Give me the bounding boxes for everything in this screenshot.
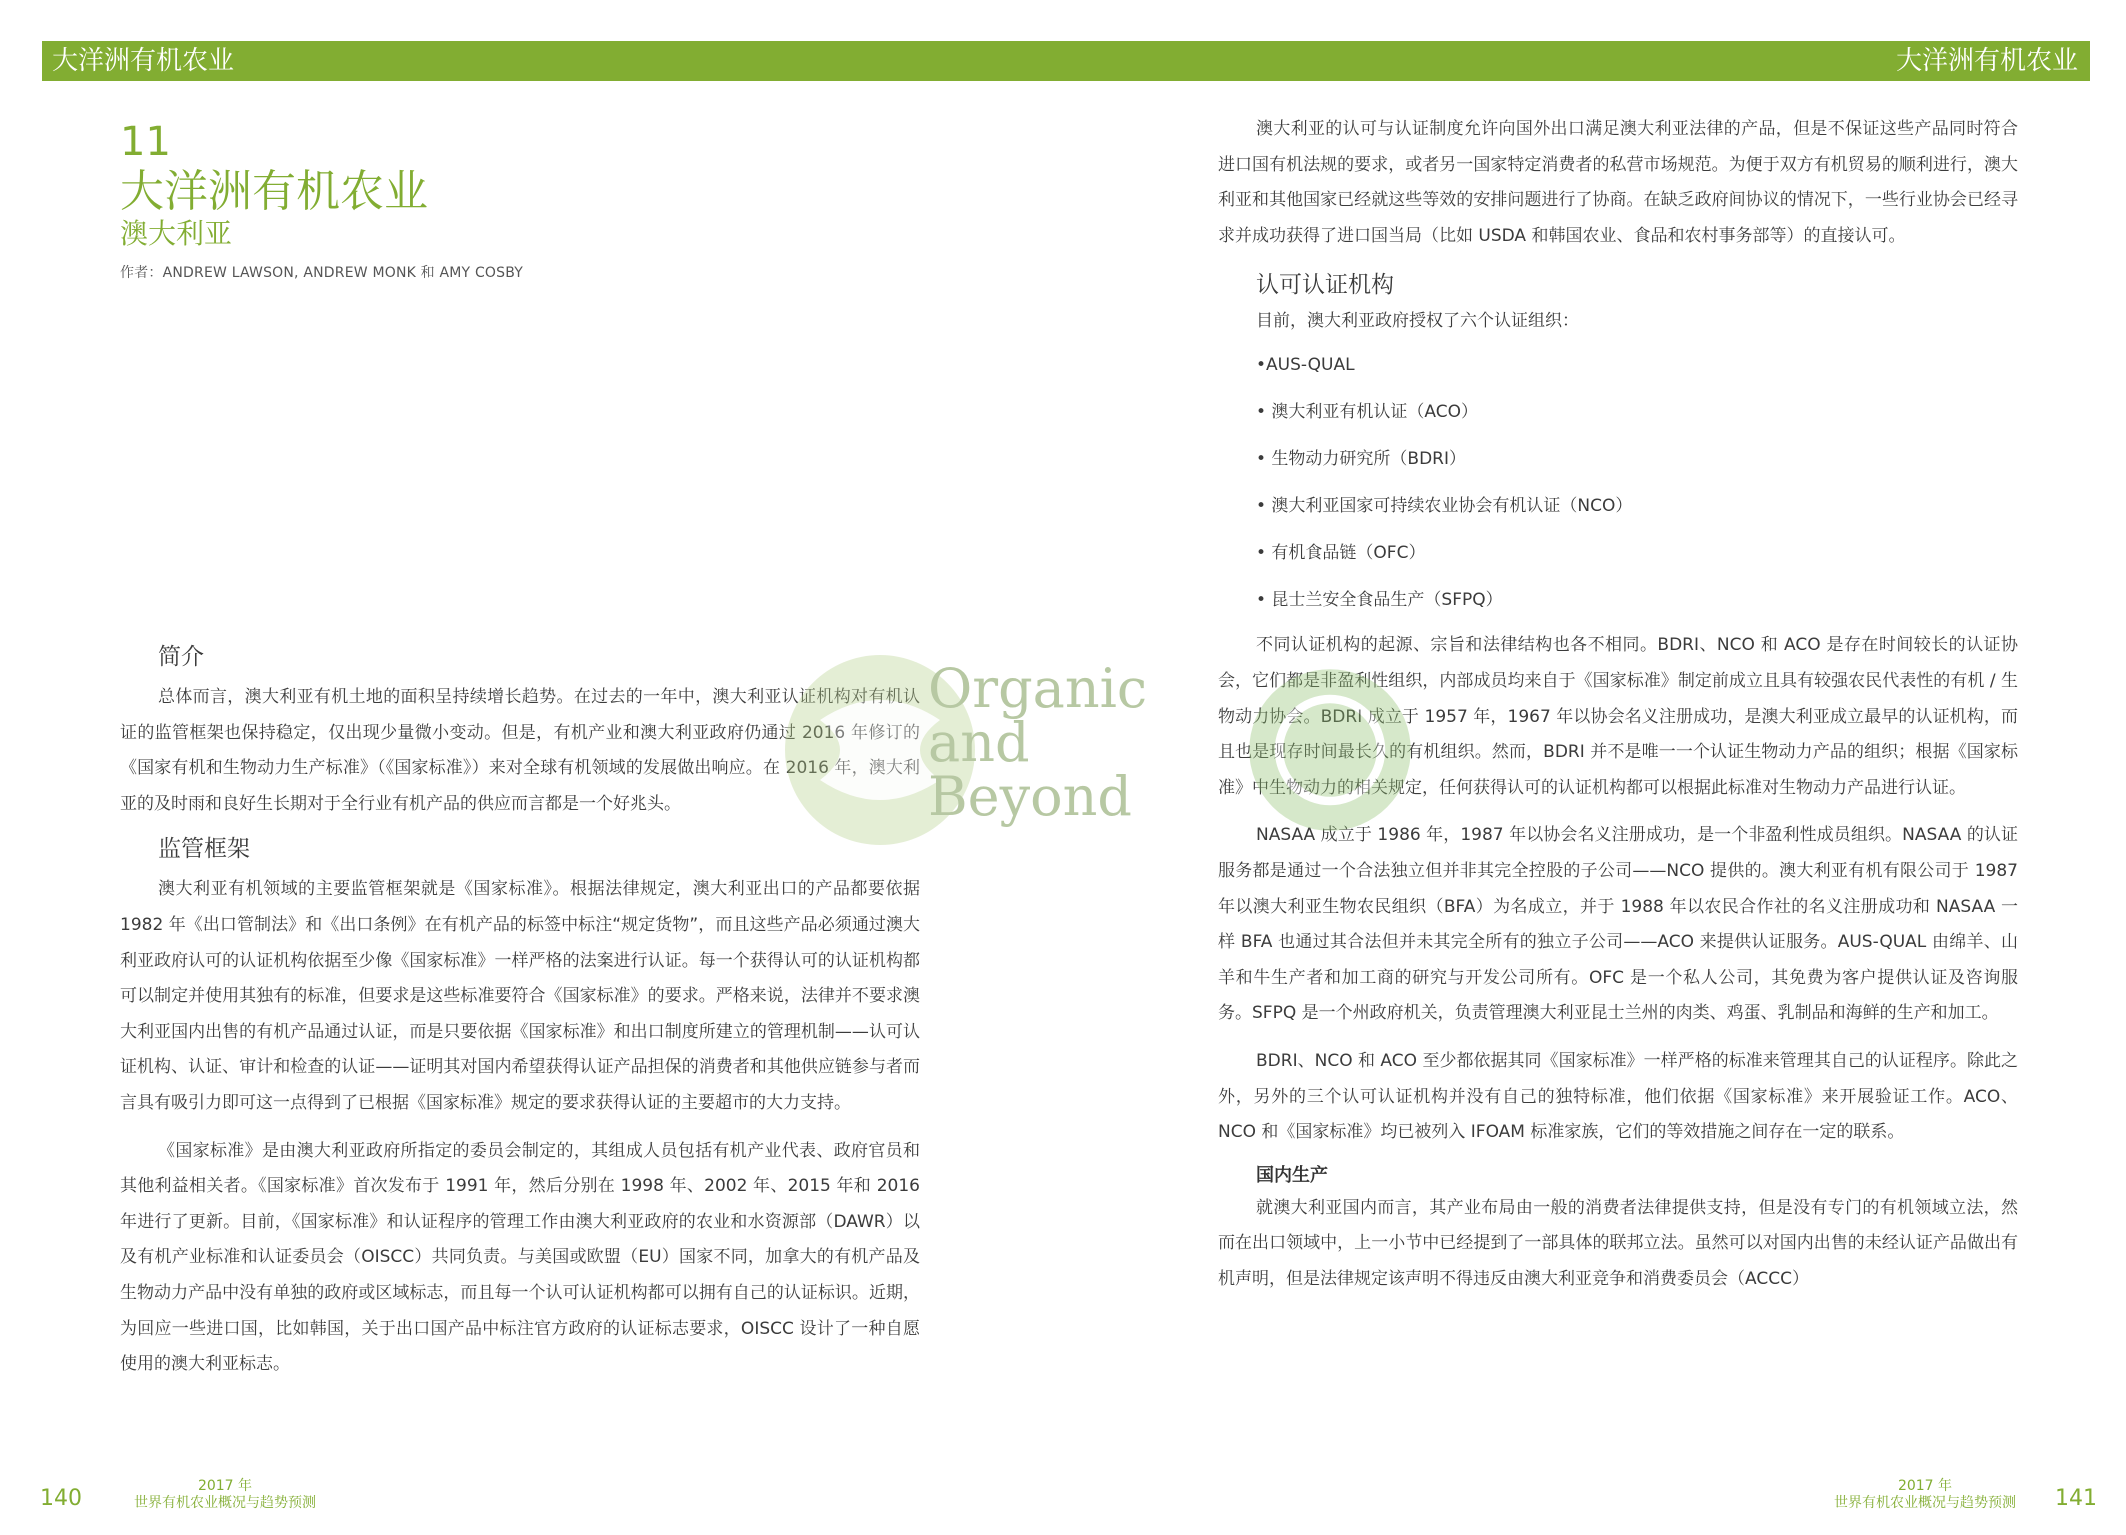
cert-bodies-paragraph-2: NASAA 成立于 1986 年，1987 年以协会名义注册成功，是一个非盈利性成员组织。NASAA 的认证服务都是通过一个合法独立但并非其完全控股的子公司——NCO 提供的。澳大利亚有机有限公司于 1987 年以澳大利亚生物农民组织（BFA）为名成立，并于 1988 年以农民合作社的名义注册成功和 NASAA 一样 BFA 也通过其合法但并未其完全所有的独立子公司——ACO 来提供认证服务。AUS-QUAL 由绵羊、山羊和牛生产者和加工商的研究与开发公司所有。OFC 是一个私人公司，其免费为客户提供认证及咨询服务。SFPQ 是一个州政府机关，负责管理澳大利亚昆士兰州的肉类、鸡蛋、乳制品和海鲜的生产和加工。 [1218, 825, 2018, 1024]
regulatory-paragraph-2: 《国家标准》是由澳大利亚政府所指定的委员会制定的，其组成人员包括有机产业代表、政府官员和其他利益相关者。《国家标准》首次发布于 1991 年，然后分别在 1998 年、2002 年、2015 年和 2016 年进行了更新。目前，《国家标准》和认证程序的管理工作由澳大利亚政府的农业和水资源部（DAWR）以及有机产业标准和认证委员会（OISCC）共同负责。与美国或欧盟（EU）国家不同，加拿大的有机产品及生物动力产品中没有单独的政府或区域标志，而且每一个认可认证机构都可以拥有自己的认证标识。近期，为回应一些进口国，比如韩国，关于出口国产品中标注官方政府的认证标志要求，OISCC 设计了一种自愿使用的澳大利亚标志。 [120, 1140, 920, 1375]
right-page-number: 141 [2055, 1486, 2097, 1511]
list-item: • 澳大利亚国家可持续农业协会有机认证（NCO） [1256, 496, 1633, 517]
cert-bodies-list [1218, 342, 2018, 624]
domestic-paragraph: 就澳大利亚国内而言，其产业布局由一般的消费者法律提供支持，但是没有专门的有机领域立法，然而在出口领域中，上一小节中已经提到了一部具体的联邦立法。虽然可以对国内出售的未经认证产品做出有机声明，但是法律规定该声明不得违反由澳大利亚竞争和消费委员会（ACCC） [1218, 1197, 2018, 1289]
list-item: • 有机食品链（OFC） [1256, 543, 1426, 564]
footer-year: 2017 年 [197, 1478, 253, 1494]
list-item: • 澳大利亚有机认证（ACO） [1256, 402, 1479, 423]
section-heading-intro: 简介 [158, 644, 204, 670]
list-item: • 生物动力研究所（BDRI） [1256, 449, 1467, 470]
chapter-number: 11 [120, 119, 171, 165]
list-item: • 昆士兰安全食品生产（SFPQ） [1256, 590, 1503, 611]
cert-bodies-paragraph-1: 不同认证机构的起源、宗旨和法律结构也各不相同。BDRI、NCO 和 ACO 是存在时间较长的认证协会，它们都是非盈利性组织，内部成员均来自于《国家标准》制定前成立且具有较强农民代表性的有机 / 生物动力协会。BDRI 成立于 1957 年，1967 年以协会名义注册成功，是澳大利亚成立最早的认证机构，而且也是现存时间最长久的有机组织。然而，BDRI 并不是唯一一个认证生物动力产品的组织；根据《国家标准》中生物动力的相关规定，任何获得认可的认证机构都可以根据此标准对生物动力产品进行认证。 [1218, 635, 2018, 798]
header-left-title: 大洋洲有机农业 [52, 46, 235, 76]
continued-paragraph: 澳大利亚的认可与认证制度允许向国外出口满足澳大利亚法律的产品，但是不保证这些产品同时符合进口国有机法规的要求，或者另一国家特定消费者的私营市场规范。为便于双方有机贸易的顺利进行，澳大利亚和其他国家已经就这些等效的安排问题进行了协商。在缺乏政府间协议的情况下，一些行业协会已经寻求并成功获得了进口国当局（比如 USDA 和韩国农业、食品和农村事务部等）的直接认可。 [1218, 119, 2018, 246]
right-page [1218, 112, 2018, 1297]
regulatory-paragraph-1: 澳大利亚有机领域的主要监管框架就是《国家标准》。根据法律规定，澳大利亚出口的产品都要依据 1982 年《出口管制法》和《出口条例》在有机产品的标签中标注“规定货物”，而且这些产品必须通过澳大利亚政府认可的认证机构依据至少像《国家标准》一样严格的法案进行认证。每一个获得认可的认证机构都可以制定并使用其独有的标准，但要求是这些标准要符合《国家标准》的要求。严格来说，法律并不要求澳大利亚国内出售的有机产品通过认证，而是只要依据《国家标准》和出口制度所建立的管理机制——认可认证机构、认证、审计和检查的认证——证明其对国内希望获得认证产品担保的消费者和其他供应链参与者而言具有吸引力即可这一点得到了已根据《国家标准》规定的要求获得认证的主要超市的大力支持。 [120, 879, 920, 1113]
watermark-line: Organic [928, 657, 1148, 720]
header-right-title: 大洋洲有机农业 [1895, 46, 2078, 76]
left-footer-caption [120, 1478, 330, 1512]
left-page-number: 140 [40, 1486, 82, 1511]
watermark-line: and [928, 711, 1030, 774]
right-footer-caption [1820, 1478, 2030, 1512]
footer-year: 2017 年 [1897, 1478, 1953, 1494]
intro-paragraph: 总体而言，澳大利亚有机土地的面积呈持续增长趋势。在过去的一年中，澳大利亚认证机构对有机认证的监管框架也保持稳定，仅出现少量微小变动。但是，有机产业和澳大利亚政府仍通过 2016 年修订的《国家有机和生物动力生产标准》（《国家标准》）来对全球有机领域的发展做出响应。在 2016 年，澳大利亚的及时雨和良好生长期对于全行业有机产品的供应而言都是一个好兆头。 [120, 687, 920, 814]
cert-bodies-paragraph-3: BDRI、NCO 和 ACO 至少都依据其同《国家标准》一样严格的标准来管理其自己的认证程序。除此之外，另外的三个认可认证机构并没有自己的独特标准，他们依据《国家标准》来开展验证工作。ACO、NCO 和《国家标准》均已被列入 IFOAM 标准家族，它们的等效措施之间存在一定的联系。 [1218, 1050, 2018, 1143]
watermark-text [928, 657, 1148, 828]
left-page [120, 120, 920, 1383]
cert-bodies-intro: 目前，澳大利亚政府授权了六个认证组织： [1256, 311, 1579, 332]
chapter-subtitle: 澳大利亚 [120, 217, 233, 250]
watermark-line: Beyond [928, 765, 1133, 828]
footer-book-title: 世界有机农业概况与趋势预测 [134, 1495, 316, 1511]
header-band [42, 41, 2090, 81]
footer-book-title: 世界有机农业概况与趋势预测 [1834, 1495, 2016, 1511]
section-heading-domestic: 国内生产 [1256, 1164, 1328, 1186]
list-item: •AUS-QUAL [1256, 355, 1355, 376]
section-heading-regulatory: 监管框架 [158, 836, 250, 863]
chapter-title: 大洋洲有机农业 [120, 166, 428, 217]
section-heading-cert-bodies: 认可认证机构 [1256, 272, 1394, 299]
chapter-authors: 作者：ANDREW LAWSON, ANDREW MONK 和 AMY COSBY [120, 265, 524, 281]
